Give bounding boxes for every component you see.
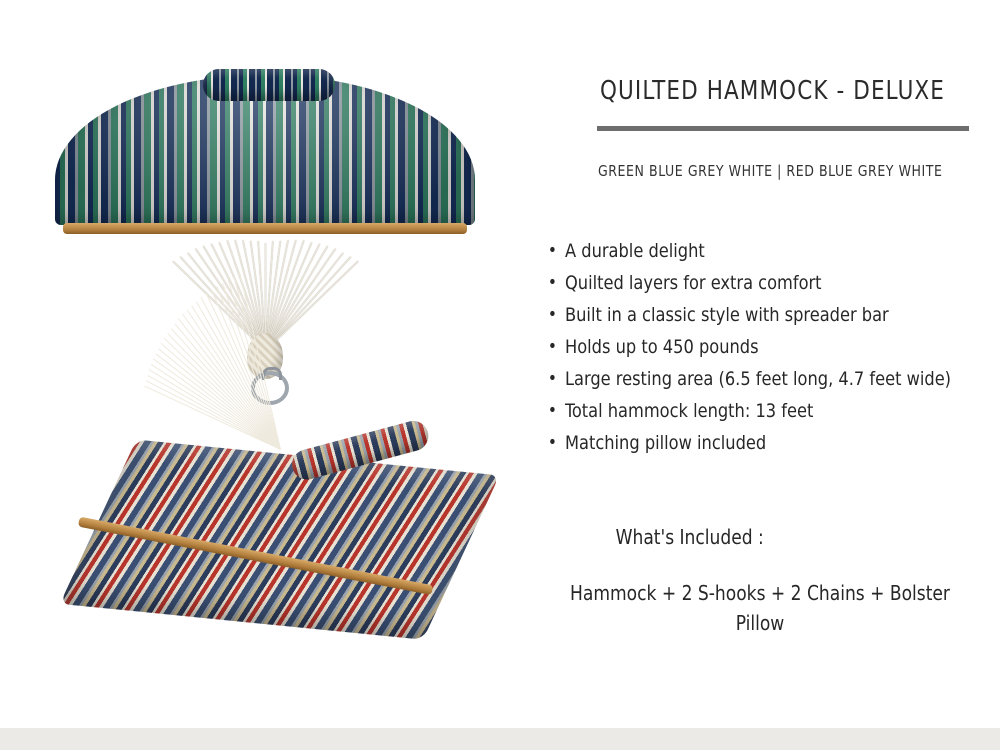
whats-included-text: What's Included : [615, 525, 764, 549]
bolster-pillow-green [203, 69, 335, 101]
list-item: • Large resting area (6.5 feet long, 4.7 feet wide) [546, 368, 958, 391]
list-item: • Built in a classic style with spreader bar [546, 304, 958, 327]
list-item: • Total hammock length: 13 feet [546, 400, 958, 423]
hammock-image-green-blue [55, 55, 475, 365]
list-item: • Holds up to 450 pounds [546, 336, 958, 359]
list-item: • Matching pillow included [546, 432, 958, 455]
page-title: QUILTED HAMMOCK - DELUXE [600, 76, 945, 106]
list-item: • A durable delight [546, 240, 958, 263]
product-info-column [540, 0, 980, 728]
footer-bar [0, 728, 1000, 750]
title-divider [597, 126, 969, 131]
feature-list [540, 240, 980, 464]
whats-included-heading [551, 525, 969, 549]
hammock-image-red-blue [39, 408, 506, 681]
rope-fan-bottom [40, 449, 301, 672]
color-options-label: GREEN BLUE GREY WHITE | RED BLUE GREY WHITE [598, 162, 943, 180]
whats-included-contents: Hammock + 2 S-hooks + 2 Chains + Bolster Pillow [570, 581, 950, 635]
list-item: • Quilted layers for extra comfort [546, 272, 958, 295]
